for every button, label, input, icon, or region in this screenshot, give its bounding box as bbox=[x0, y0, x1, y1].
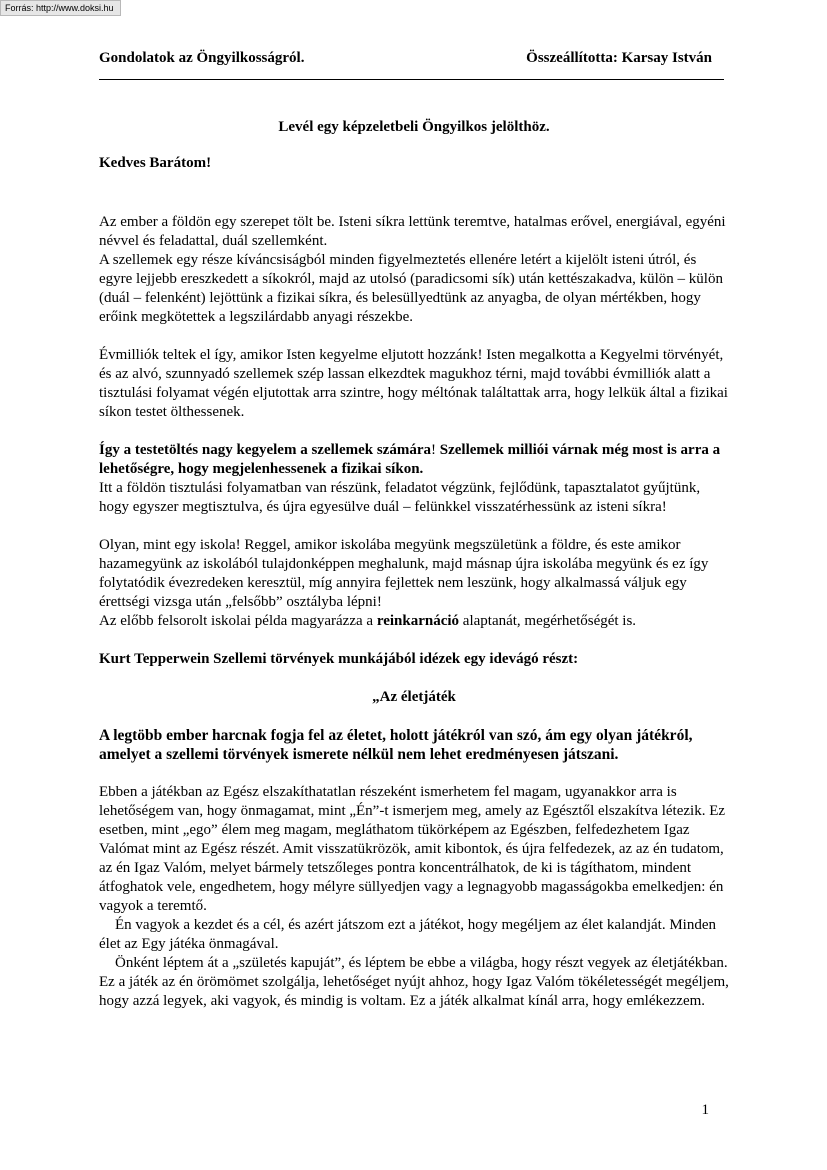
header-divider bbox=[99, 79, 724, 80]
inline-text: alaptanát, megérhetőségét is. bbox=[459, 613, 637, 629]
paragraph: Ebben a játékban az Egész elszakíthatatlan részeként ismerhetem fel magam, ugyanakkor arra is lehetőségem van, hogy önmagamat, mint „Én”-t ismerjem meg, amely az Egésztől elszakítva létezik. Ez esetben, mint „ego” élem meg magam, megláthatom tükörképem az Egészben, felfedezhetem Igaz Valómat mint az Egész részét. Amit visszatükrözök, amit kibontok, és újra felfedezek, az az én tudatom, az én Igaz Valóm, melyet bármely tetszőleges pontra koncentrálhatok, de ki is tágíthatom, mindent átfoghatok vele, engedhetem, hogy mélyre süllyedjen vagy a legnagyobb magasságokba emelkedjen: én vagyok a teremtő. bbox=[99, 784, 726, 914]
emphasis-text: reinkarnáció bbox=[376, 613, 460, 629]
paragraph: Én vagyok a kezdet és a cél, és azért játszom ezt a játékot, hogy megéljem az élet kalandját. Minden élet az Egy játéka önmagával. bbox=[99, 917, 716, 952]
paragraph: Az ember a földön egy szerepet tölt be. Isteni síkra lettünk teremtve, hatalmas erővel, energiával, egyéni névvel és feladattal, duál szellemként. bbox=[99, 214, 726, 249]
emphasis-text: Szellemek milliói várnak még most is arra a lehetőségre, hogy megjelenhessenek a fizikai síkon. bbox=[99, 442, 721, 477]
header-title: Gondolatok az Öngyilkosságról. bbox=[99, 50, 305, 66]
inline-text: ! bbox=[431, 442, 440, 458]
document-title: Levél egy képzeletbeli Öngyilkos jelölthöz. bbox=[278, 119, 550, 135]
section-lead: A legtöbb ember harcnak fogja fel az életet, holott játékról van szó, ám egy olyan játékról, amelyet a szellemi törvények ismerete nélkül nem lehet eredményesen játszani. bbox=[99, 727, 693, 763]
paragraph-emphasis bbox=[99, 441, 729, 479]
emphasis-text: Így a testetöltés nagy kegyelem a szellemek számára bbox=[99, 442, 431, 458]
source-label: Forrás: http://www.doksi.hu bbox=[0, 0, 121, 16]
document-body bbox=[99, 118, 729, 1011]
paragraph: Évmilliók teltek el így, amikor Isten kegyelme eljutott hozzánk! Isten megalkotta a Kegyelmi törvényét, és az alvó, szunnyadó szellemek szép lassan elkezdtek magukhoz térni, majd további évmilliók alatt a tisztulási folyamat végén eljutottak arra szintre, hogy méltónak találtattak arra, hogy lelkük által a fizikai síkon testet ölthessenek. bbox=[99, 347, 728, 420]
paragraph: Itt a földön tisztulási folyamatban van részünk, feladatot végzünk, fejlődünk, tapasztalatot gyűjtünk, hogy egyszer megtisztulva, és újra egyesülve duál – felünkkel visszatérhessünk az isteni síkra! bbox=[99, 480, 701, 515]
page-header bbox=[99, 50, 724, 72]
paragraph: Olyan, mint egy iskola! Reggel, amikor iskolába megyünk megszületünk a földre, és este amikor hazamegyünk az iskolából tulajdonképpen meghalunk, majd másnap újra iskolába megyünk és ez így folytatódik évezredeken keresztül, míg annyira fejlettek nem leszünk, hogy alkalmassá váljuk egy érettségi vizsga után „felsőbb” osztályba lépni! bbox=[99, 537, 709, 610]
header-author: Összeállította: Karsay István bbox=[526, 50, 712, 66]
inline-text: Az előbb felsorolt iskolai példa magyarázza a bbox=[99, 613, 377, 629]
page-number: 1 bbox=[701, 1102, 709, 1118]
paragraph: Önként léptem át a „születés kapuját”, és léptem be ebbe a világba, hogy részt vegyek az életjátékban. Ez a játék az én örömömet szolgálja, lehetőséget nyújt ahhoz, hogy Igaz Valóm tökéletességét megéljem, hogy azzá legyek, aki vagyok, és mindig is voltam. Ez a játék alkalmat kínál arra, hogy emlékezzem. bbox=[99, 955, 729, 1009]
salutation: Kedves Barátom! bbox=[99, 155, 212, 171]
paragraph: A szellemek egy része kíváncsiságból minden figyelmeztetés ellenére letért a kijelölt isteni útról, és egyre lejjebb ereszkedett a síkokról, majd az utolsó (paradicsomi sík) után kettészakadva, külön – külön (duál – felenként) lejöttünk a fizikai síkra, és belesüllyedtünk az anyagba, de olyan mértékben, hogy erőink megkötettek a legszilárdabb anyagi részekbe. bbox=[99, 252, 723, 325]
section-title: „Az életjáték bbox=[372, 689, 456, 705]
quote-intro: Kurt Tepperwein Szellemi törvények munkájából idézek egy idevágó részt: bbox=[99, 651, 579, 667]
paragraph bbox=[99, 612, 729, 631]
